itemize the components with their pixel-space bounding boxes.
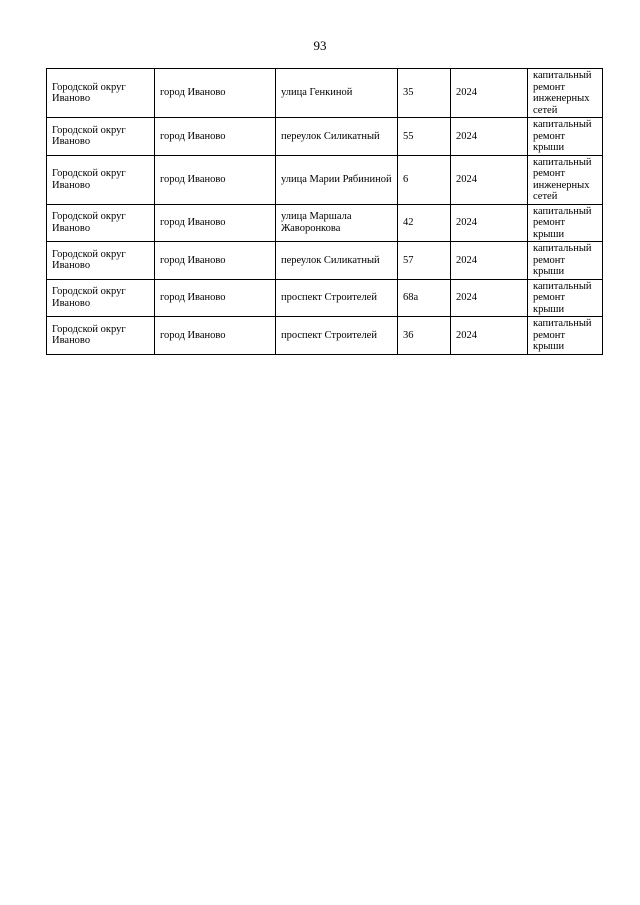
table-row — [47, 242, 603, 280]
cell-house: 35 — [398, 69, 451, 118]
cell-street: проспект Строителей — [276, 317, 398, 355]
cell-year: 2024 — [451, 118, 528, 156]
cell-work-type: капитальный ремонт крыши — [528, 204, 603, 242]
cell-work-type: капитальный ремонт крыши — [528, 242, 603, 280]
cell-street: улица Марии Рябининой — [276, 155, 398, 204]
table-row — [47, 118, 603, 156]
table-row — [47, 155, 603, 204]
cell-settlement: город Иваново — [155, 242, 276, 280]
cell-house: 42 — [398, 204, 451, 242]
cell-street: улица Генкиной — [276, 69, 398, 118]
cell-year: 2024 — [451, 317, 528, 355]
cell-work-type: капитальный ремонт инженерных сетей — [528, 155, 603, 204]
cell-year: 2024 — [451, 204, 528, 242]
cell-municipality: Городской округ Иваново — [47, 118, 155, 156]
cell-municipality: Городской округ Иваново — [47, 155, 155, 204]
table-row — [47, 279, 603, 317]
cell-work-type: капитальный ремонт крыши — [528, 317, 603, 355]
cell-year: 2024 — [451, 242, 528, 280]
cell-work-type: капитальный ремонт крыши — [528, 279, 603, 317]
cell-house: 57 — [398, 242, 451, 280]
cell-street: переулок Силикатный — [276, 118, 398, 156]
cell-work-type: капитальный ремонт крыши — [528, 118, 603, 156]
cell-settlement: город Иваново — [155, 69, 276, 118]
cell-street: улица Маршала Жаворонкова — [276, 204, 398, 242]
repair-schedule-table — [46, 68, 603, 355]
cell-year: 2024 — [451, 155, 528, 204]
cell-municipality: Городской округ Иваново — [47, 317, 155, 355]
cell-year: 2024 — [451, 69, 528, 118]
cell-settlement: город Иваново — [155, 317, 276, 355]
cell-house: 36 — [398, 317, 451, 355]
cell-year: 2024 — [451, 279, 528, 317]
cell-settlement: город Иваново — [155, 118, 276, 156]
cell-street: переулок Силикатный — [276, 242, 398, 280]
cell-settlement: город Иваново — [155, 155, 276, 204]
table-row — [47, 204, 603, 242]
table-row — [47, 317, 603, 355]
table-row — [47, 69, 603, 118]
page-number: 93 — [313, 38, 327, 53]
cell-house: 6 — [398, 155, 451, 204]
cell-house: 55 — [398, 118, 451, 156]
cell-municipality: Городской округ Иваново — [47, 69, 155, 118]
table-body — [47, 69, 603, 355]
cell-settlement: город Иваново — [155, 279, 276, 317]
cell-street: проспект Строителей — [276, 279, 398, 317]
cell-house: 68а — [398, 279, 451, 317]
cell-municipality: Городской округ Иваново — [47, 204, 155, 242]
cell-work-type: капитальный ремонт инженерных сетей — [528, 69, 603, 118]
cell-settlement: город Иваново — [155, 204, 276, 242]
cell-municipality: Городской округ Иваново — [47, 242, 155, 280]
cell-municipality: Городской округ Иваново — [47, 279, 155, 317]
